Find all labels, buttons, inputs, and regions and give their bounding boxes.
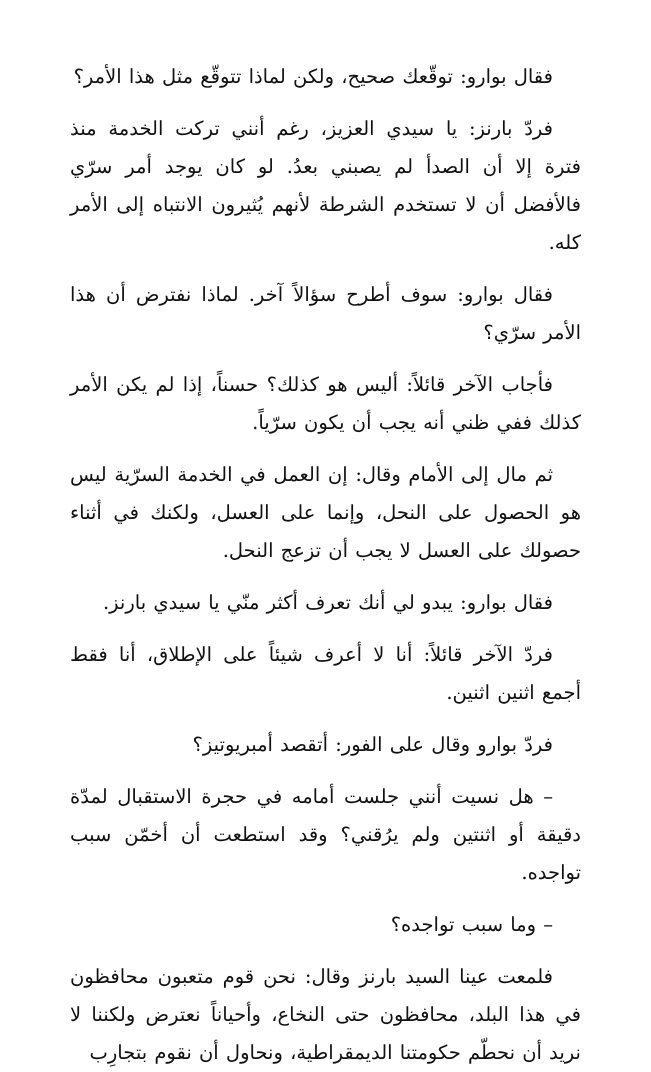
paragraph-conservatives: فلمعت عينا السيد بارنز وقال: نحن قوم متعبون محافظون في هذا البلد، محافظون حتى النخاع، وأحياناً نعترض ولكننا لا نريد أن نحطّم حكومتنا الديمقراطية، ونحاول أن نقوم بتجارِب <box>70 965 581 1064</box>
paragraph-poirot-knows-more: فقال بوارو: يبدو لي أنك تعرف أكثر منّي يا سيدي بارنز. <box>102 591 553 614</box>
paragraph-poirot-expectation: فقال بوارو: توقّعك صحيح، ولكن لماذا تتوقّع مثل هذا الأمر؟ <box>73 65 553 88</box>
paragraph-waiting-room: – هل نسيت أنني جلست أمامه في حجرة الاستقبال لمدّة دقيقة أو اثنتين ولم يرُقني؟ وقد استطعت أن أخمّن سبب تواجده. <box>70 785 581 884</box>
paragraph-two-and-two: فردّ الآخر قائلاً: أنا لا أعرف شيئاً على الإطلاق، أنا فقط أجمع اثنين اثنين. <box>70 643 581 704</box>
paragraph-secret-service: ثم مال إلى الأمام وقال: إن العمل في الخدمة السرّية ليس هو الحصول على النحل، وإنما على العسل، ولكنك في أثناء حصولك على العسل لا يجب أن تزعج النحل. <box>70 463 581 562</box>
paragraph-barnes-secret: فأجاب الآخر قائلاً: أليس هو كذلك؟ حسناً، إذا لم يكن الأمر كذلك ففي ظني أنه يجب أن يكون سرّياً. <box>70 373 581 434</box>
paragraph-reason-question: – وما سبب تواجده؟ <box>390 913 553 936</box>
paragraph-amberiotis: فردّ بوارو وقال على الفور: أتقصد أمبريوتيز؟ <box>192 733 553 756</box>
paragraph-poirot-question: فقال بوارو: سوف أطرح سؤالاً آخر. لماذا نفترض أن هذا الأمر سرّي؟ <box>70 283 581 344</box>
paragraph-barnes-rust: فردّ بارنز: يا سيدي العزيز، رغم أنني تركت الخدمة منذ فترة إلا أن الصدأ لم يصبني بعدُ. لو كان يوجد أمر سرّي فالأفضل أن لا تستخدم الشرطة لأنهم يُثيرون الانتباه إلى الأمر كله. <box>70 117 581 254</box>
